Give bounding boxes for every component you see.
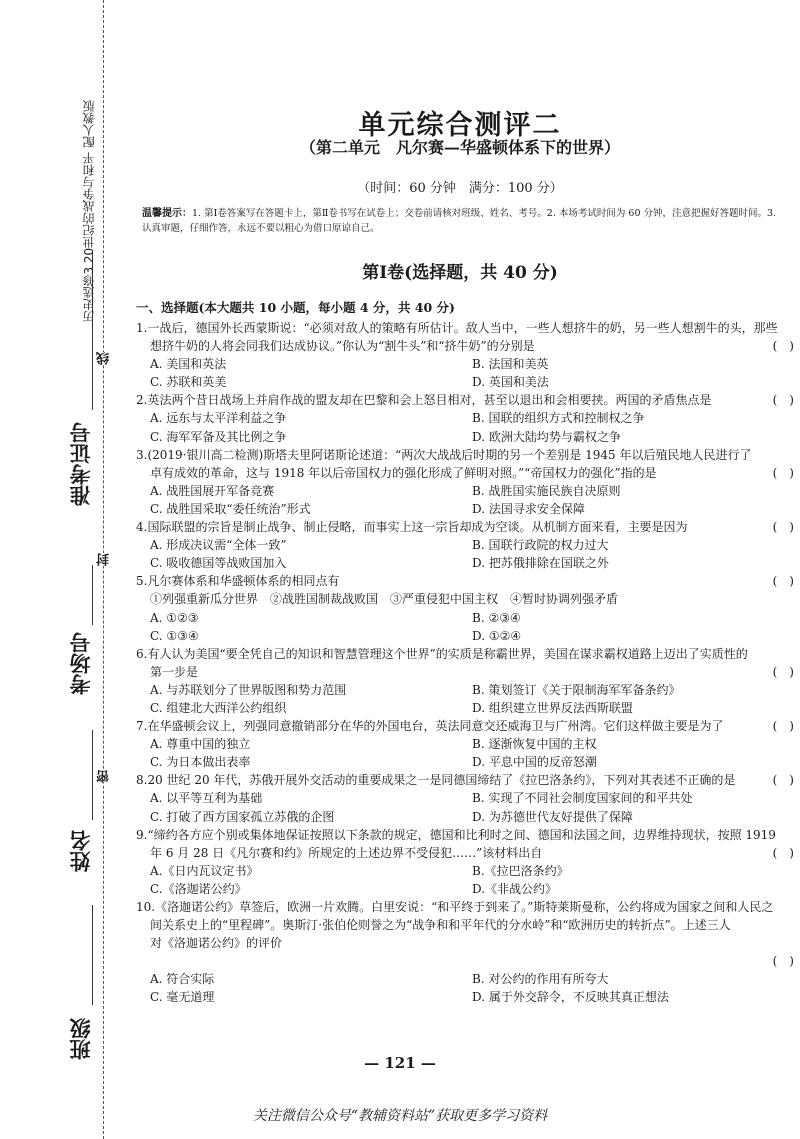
option: B. 法国和美英 — [472, 357, 549, 372]
question-stem: 对《洛迦诺公约》的评价 — [150, 936, 283, 951]
question-stem: 2.英法两个昔日战场上并肩作战的盟友却在巴黎和会上怒目相对，甚至以退出和会相要挟。两国的矛盾焦点是 — [136, 393, 712, 408]
option: C.《洛迦诺公约》 — [150, 881, 247, 896]
question-8 — [136, 771, 794, 825]
option: A. 战胜国展开军备竞赛 — [150, 483, 275, 498]
answer-paren: ( ) — [772, 393, 794, 408]
question-stem: 8.20 世纪 20 年代，苏俄开展外交活动的重要成果之一是同德国缔结了《拉巴洛条约》，下列对其表述不正确的是 — [136, 773, 736, 788]
option: B. 策划签订《关于限制海军军备条约》 — [472, 682, 681, 697]
option: D. 把苏俄排除在国联之外 — [472, 556, 609, 571]
question-stem: 5.凡尔赛体系和华盛顿体系的相同点有 — [136, 574, 340, 589]
question-7 — [136, 717, 794, 771]
option: A. 尊重中国的独立 — [150, 737, 251, 752]
option: A. 以平等互利为基础 — [150, 791, 263, 806]
option: D. 为苏德世代友好提供了保障 — [472, 809, 633, 824]
question-stem: 7.在华盛顿会议上，列强同意撤销部分在华的外国电台，英法同意交还威海卫与广州湾。它们这样做主要是为了 — [136, 719, 724, 734]
answer-paren: ( ) — [772, 954, 794, 969]
option: D. 组织建立世界反法西斯联盟 — [472, 700, 633, 715]
option: A. ①②③ — [150, 610, 199, 625]
question-stem: 第一步是 — [150, 664, 199, 679]
answer-paren: ( ) — [772, 574, 794, 589]
question-stem: 4.国际联盟的宗旨是制止战争、制止侵略，而事实上这一宗旨却成为空谈。从机制方面来看，主要是因为 — [136, 520, 688, 535]
footer-note: 关注微信公众号“教辅资料站”获取更多学习资料 — [252, 1108, 548, 1124]
option: C. 组建北大西洋公约组织 — [150, 700, 287, 715]
option: B. ②③④ — [472, 610, 521, 625]
option: D. 欧洲大陆均势与霸权之争 — [472, 429, 621, 444]
tips-text: 1. 第Ⅰ卷答案写在答题卡上，第Ⅱ卷书写在试卷上；交卷前请核对班级、姓名、考号。2. 本场考试时间为 60 分钟，注意把握好答题时间。3. 认真审题，仔细作答，永远不要以粗心为借口原谅自己。 — [142, 208, 777, 234]
option: B. 逐渐恢复中国的主权 — [472, 737, 597, 752]
option: C. 苏联和英美 — [150, 375, 227, 390]
answer-paren: ( ) — [772, 773, 794, 788]
part-title: 第Ⅰ卷(选择题，共 40 分) — [362, 263, 558, 283]
seal-char-seal: 封 — [97, 553, 112, 566]
option: C. 为日本做出表率 — [150, 755, 251, 770]
option: B.《拉巴洛条约》 — [472, 863, 569, 878]
question-stem: 间关系史上的“里程碑”。奥斯汀·张伯伦则誉之为“战争和和平年代的分水岭”和“欧洲历史的转折点”。上述三人 — [150, 918, 731, 933]
question-1 — [136, 319, 794, 391]
option: D. 法国寻求安全保障 — [472, 501, 585, 516]
option: B. 战胜国实施民族自决原则 — [472, 483, 621, 498]
blank-class — [92, 905, 93, 1005]
option: A. 与苏联划分了世界版图和势力范围 — [150, 682, 347, 697]
tips — [142, 206, 787, 236]
option: C. 海军军备及其比例之争 — [150, 429, 287, 444]
option: D. ①②④ — [472, 628, 522, 643]
option: B. 国联行政院的权力过大 — [472, 538, 609, 553]
option: B. 国联的组织方式和控制权之争 — [472, 411, 645, 426]
question-stem: 年 6 月 28 日《凡尔赛和约》所规定的上述边界不受侵犯……”该材料出自 — [150, 845, 543, 860]
question-stem: 3.(2019·银川高二检测)斯塔夫里阿诺斯论述道：“两次大战战后时期的另一个差别是 1945 年以后殖民地人民进行了 — [136, 447, 752, 462]
question-3 — [136, 446, 794, 518]
question-stem: 想挤牛奶的人将会同我们达成协议。”你认为“割牛头”和“挤牛奶”的分别是 — [150, 339, 535, 354]
binding-margin — [0, 0, 112, 1139]
question-stem: 10.《洛迦诺公约》草签后，欧洲一片欢腾。白里安说：“和平终于到来了。”斯特莱斯曼称，公约将成为国家之间和人民之 — [136, 900, 774, 914]
series-label: 历史选修3 20世纪的战争与和平 配人教版 — [82, 100, 96, 323]
option: A. 远东与太平洋利益之争 — [150, 411, 287, 426]
option: D. 属于外交辞令，不反映其真正想法 — [472, 990, 669, 1005]
question-stem: 卓有成效的革命，这与 1918 年以后帝国权力的强化形成了鲜明对照。”“帝国权力的强化”指的是 — [150, 465, 657, 480]
cut-line — [103, 0, 104, 1139]
option: D. 英国和美法 — [472, 375, 549, 390]
blank-name — [92, 730, 93, 820]
question-6 — [136, 645, 794, 717]
answer-paren: ( ) — [772, 845, 794, 860]
time-info: （时间：60 分钟 满分：100 分） — [357, 181, 563, 196]
question-2 — [136, 391, 794, 445]
option: B. 对公约的作用有所夸大 — [472, 972, 609, 987]
question-stem: 1.一战后，德国外长西蒙斯说：“必须对敌人的策略有所估计。敌人当中，一些人想挤牛的奶，另一些人想割牛的头，那些 — [136, 321, 778, 335]
section-heading: 一、选择题(本大题共 10 小题，每小题 4 分，共 40 分) — [136, 300, 455, 315]
option: B. 实现了不同社会制度国家间的和平共处 — [472, 791, 693, 806]
label-exam-room: 考场号 — [69, 632, 93, 695]
page-number: — 121 — — [364, 1054, 436, 1072]
question-stem: 6.有人认为美国“要全凭自己的知识和智慧管理这个世界”的实质是称霸世界，美国在谋求霸权道路上迈出了实质性的 — [136, 646, 748, 661]
question-4 — [136, 518, 794, 572]
option: A.《日内瓦议定书》 — [150, 863, 259, 878]
blank-exam-room — [92, 565, 93, 625]
question-10 — [136, 898, 794, 1007]
option: A. 美国和英法 — [150, 357, 227, 372]
option: C. ①③④ — [150, 628, 199, 643]
option: A. 形成决议需“全体一致” — [150, 538, 287, 553]
question-statements: ①列强重新瓜分世界 ②战胜国制裁战败国 ③严重侵犯中国主权 ④暂时协调列强矛盾 — [150, 592, 619, 607]
label-class: 班级 — [69, 1018, 93, 1060]
tips-label: 温馨提示： — [142, 208, 192, 219]
label-exam-id: 准考证号 — [69, 422, 93, 506]
answer-paren: ( ) — [772, 465, 794, 480]
blank-exam-id — [92, 250, 93, 410]
seal-char-line: 线 — [97, 352, 112, 365]
seal-char-secret: 密 — [97, 770, 112, 783]
option: C. 战胜国采取“委任统治”形式 — [150, 501, 311, 516]
option: C. 毫无道理 — [150, 990, 215, 1005]
answer-paren: ( ) — [772, 719, 794, 734]
label-name: 姓名 — [69, 830, 93, 872]
page-subtitle: （第二单元 凡尔赛—华盛顿体系下的世界） — [299, 138, 620, 157]
question-list — [136, 319, 794, 1007]
option: A. 符合实际 — [150, 972, 215, 987]
answer-paren: ( ) — [772, 520, 794, 535]
option: C. 打破了西方国家孤立苏俄的企图 — [150, 809, 335, 824]
question-5 — [136, 572, 794, 644]
question-stem: 9.“缔约各方应个别或集体地保证按照以下条款的规定，德国和比利时之间、德国和法国之间，边界维持现状，按照 1919 — [136, 827, 776, 842]
answer-paren: ( ) — [772, 664, 794, 679]
option: D. 平息中国的反帝怒潮 — [472, 755, 597, 770]
answer-paren: ( ) — [772, 339, 794, 354]
question-9 — [136, 826, 794, 898]
page-title: 单元综合测评二 — [358, 110, 562, 141]
option: D.《非战公约》 — [472, 881, 558, 896]
option: C. 吸收德国等战败国加入 — [150, 556, 287, 571]
